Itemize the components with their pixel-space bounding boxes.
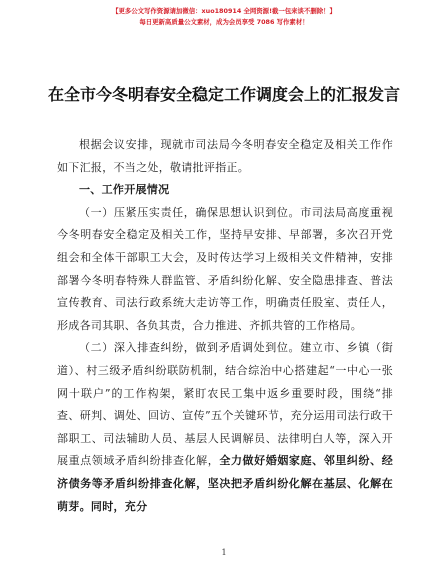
document-body	[57, 134, 393, 518]
promo-banner-line1: 【更多公文写作资源请加微信：xuo180914 全网资源!截一包来谈不删除！】	[112, 7, 336, 15]
page-number: 1	[221, 548, 227, 557]
section-heading: 一、工作开展情况	[79, 183, 170, 197]
paragraph-dispute-text: （二）深入排查纠纷，做到矛盾调处到位。建立市、乡镇（街道）、村三级矛盾纠纷联防机制，结合综治中心搭建起“一中心一张网十联户”的工作构架，紧盯农民工集中返乡重要时段，围绕“排查、研判、调处、回访、宣传”五个关键环节，充分运用司法行政干部职工、司法辅助人员、基层人民调解员、法律明白人等，深入开展重点领域矛盾纠纷排查化解，	[57, 341, 393, 468]
document-title: 在全市今冬明春安全稳定工作调度会上的汇报发言	[47, 85, 400, 104]
promo-banner-line2: 每日更新高质量公文素材，成为会员享受 7086 写作素材！	[139, 18, 309, 26]
promo-banner	[0, 6, 448, 28]
paragraph-responsibility: （一）压紧压实责任，确保思想认识到位。市司法局高度重视今冬明春安全稳定及相关工作，坚持早安排、早部署，多次召开党组会和全体干部职工大会，及时传达学习上级相关文件精神，安排部署今冬明春特殊人群监管、矛盾纠纷化解、安全隐患排查、普法宣传教育、司法行政系统大走访等工作，明确责任股室、责任人，形成各司其职、各负其责，合力推进、齐抓共管的工作格局。	[57, 205, 393, 332]
paragraph-dispute	[57, 337, 393, 518]
intro-paragraph: 根据会议安排，现就市司法局今冬明春安全稳定及相关工作作如下汇报，不当之处，敬请批评指正。	[57, 138, 393, 174]
paragraph-dispute-bold-text: 全力做好婚姻家庭、邻里纠纷、经济债务等矛盾纠纷排查化解，坚决把矛盾纠纷化解在基层、化解在萌芽。同时，充分	[57, 454, 394, 513]
